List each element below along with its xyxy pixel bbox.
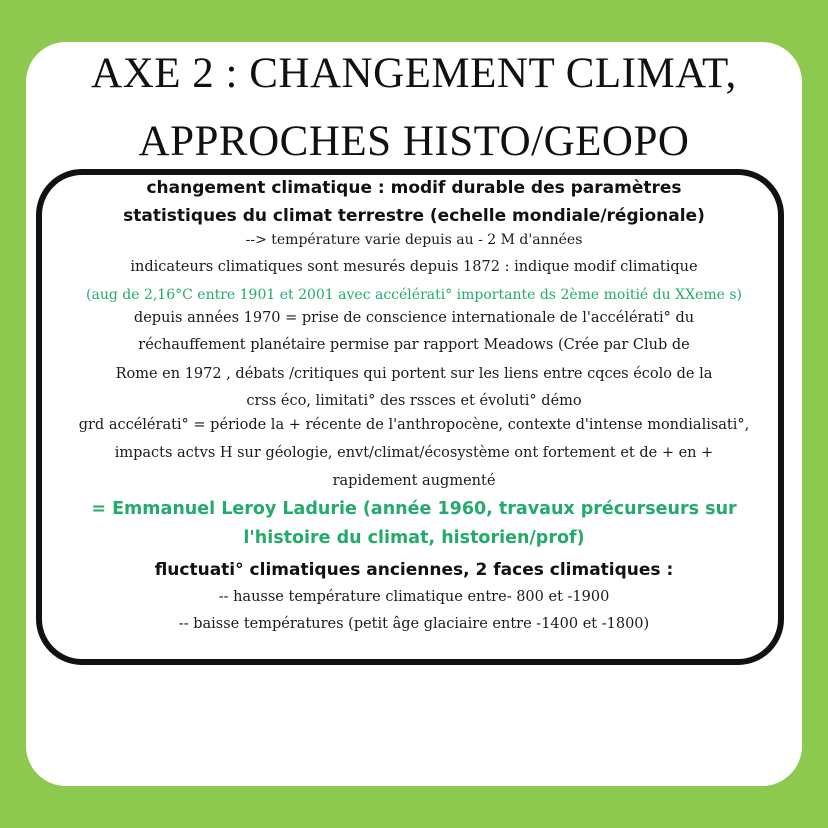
definition-line-2 (0, 208, 828, 225)
title-line-2-text: APPROCHES HISTO/GEOPO (138, 118, 690, 165)
title-line-2 (0, 120, 828, 163)
text-line-11-text: impacts actvs H sur géologie, envt/climat/écosystème ont fortement et de + en + (114, 445, 714, 461)
text-line-3 (0, 233, 828, 247)
text-line-10 (0, 418, 828, 433)
definition-line-1-text: changement climatique : modif durable des paramètres (146, 178, 682, 198)
text-line-6-text: depuis années 1970 = prise de conscience internationale de l'accélérati° du (133, 310, 695, 326)
title-line-1-text: AXE 2 : CHANGEMENT CLIMAT, (91, 50, 737, 97)
text-line-9-text: crss éco, limitati° des rssces et évoluti° démo (246, 393, 582, 409)
text-line-3-text: --> température varie depuis au - 2 M d'années (245, 232, 583, 248)
text-line-4 (0, 260, 828, 275)
definition-line-2-text: statistiques du climat terrestre (echelle mondiale/régionale) (123, 206, 705, 226)
fluctuation-item-2-text: -- baisse températures (petit âge glaciaire entre -1400 et -1800) (178, 616, 650, 632)
title-line-1 (0, 52, 828, 95)
text-line-4-text: indicateurs climatiques sont mesurés depuis 1872 : indique modif climatique (130, 259, 698, 275)
text-line-5 (0, 288, 828, 302)
fluctuation-item-1 (0, 590, 828, 605)
text-line-12-text: rapidement augmenté (332, 473, 496, 489)
historian-line-2-text: l'histoire du climat, historien/prof) (243, 528, 585, 548)
historian-line-1 (0, 501, 828, 519)
text-line-12 (0, 474, 828, 489)
text-line-5-text: (aug de 2,16°C entre 1901 et 2001 avec accélérati° importante ds 2ème moitié du XXeme s) (86, 287, 742, 303)
text-line-8-text: Rome en 1972 , débats /critiques qui portent sur les liens entre cqces écolo de la (115, 366, 713, 382)
text-line-6 (0, 311, 828, 326)
text-line-7-text: réchauffement planétaire permise par rapport Meadows (Crée par Club de (138, 337, 690, 353)
fluctuation-title (0, 562, 828, 579)
text-line-9 (0, 394, 828, 409)
fluctuation-item-2 (0, 617, 828, 632)
historian-line-2 (0, 530, 828, 548)
definition-line-1 (0, 180, 828, 197)
text-line-10-text: grd accélérati° = période la + récente de l'anthropocène, contexte d'intense mondialisati°, (78, 417, 750, 433)
text-line-7 (0, 338, 828, 353)
fluctuation-item-1-text: -- hausse température climatique entre- 800 et -1900 (218, 589, 610, 605)
text-line-8 (0, 367, 828, 382)
fluctuation-title-text: fluctuati° climatiques anciennes, 2 faces climatiques : (154, 560, 674, 580)
text-line-11 (0, 446, 828, 461)
historian-line-1-text: = Emmanuel Leroy Ladurie (année 1960, travaux précurseurs sur (91, 499, 737, 519)
